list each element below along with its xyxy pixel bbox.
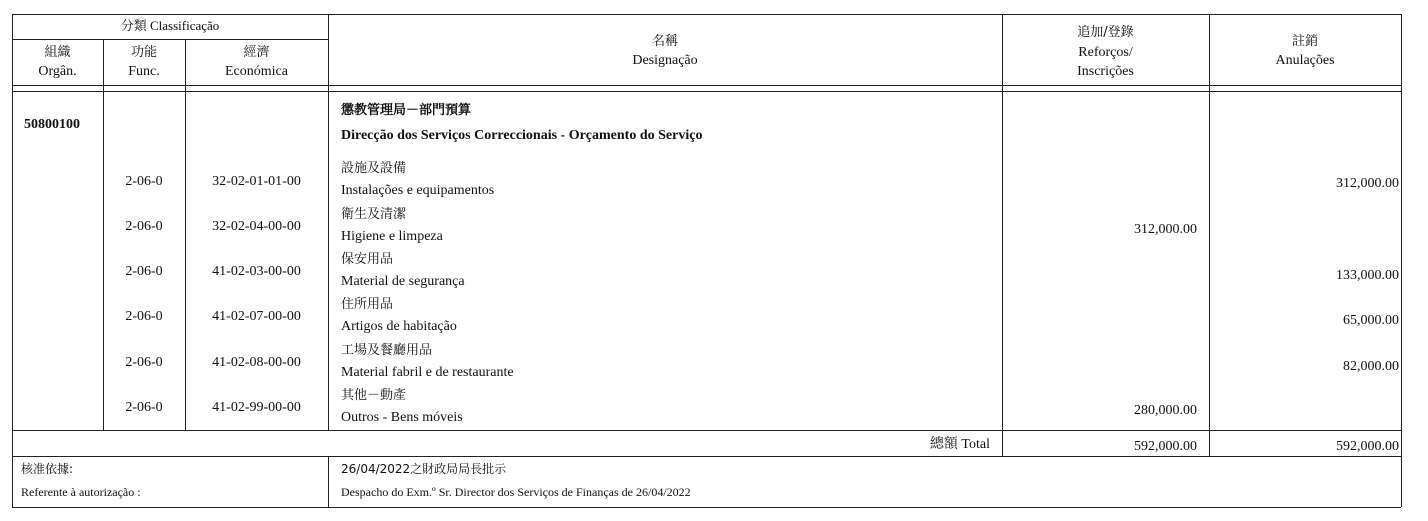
classification-designation-divider (328, 14, 329, 430)
cancel-header-pt: Anulações (1275, 53, 1335, 68)
total-cancel: 592,000.00 (1336, 439, 1399, 454)
func-code: 2-06-0 (125, 264, 163, 279)
item-name-zh: 衛生及清潔 (341, 207, 407, 222)
item-name-zh: 工場及餐廳用品 (341, 343, 433, 358)
cancel-header-zh: 註銷 (1291, 34, 1318, 49)
reinforce-header-pt2: Inscrições (1077, 64, 1134, 79)
reinforce-cancel-divider (1209, 14, 1210, 456)
cancel-amount: 82,000.00 (1343, 359, 1399, 374)
right-border (1401, 14, 1402, 507)
total-reinforce: 592,000.00 (1134, 439, 1197, 454)
header-bottom-border (12, 85, 1401, 86)
authorization-text-zh: 26/04/2022之財政局局長批示 (341, 462, 507, 476)
item-name-zh: 設施及設備 (341, 161, 407, 176)
item-name-pt: Artigos de habitação (341, 319, 457, 334)
econ-header-pt: Económica (225, 64, 288, 79)
econ-code: 41-02-07-00-00 (212, 309, 301, 324)
econ-header-zh: 經濟 (243, 45, 270, 60)
func-code: 2-06-0 (125, 400, 163, 415)
item-name-zh: 住所用品 (341, 297, 394, 312)
organ-name-pt: Direcção dos Serviços Correccionais - Orçamento do Serviço (341, 128, 703, 143)
item-name-pt: Instalações e equipamentos (341, 183, 495, 198)
cancel-amount: 133,000.00 (1336, 268, 1399, 283)
auth-divider (328, 456, 329, 507)
econ-code: 41-02-03-00-00 (212, 264, 301, 279)
econ-code: 41-02-99-00-00 (212, 400, 301, 415)
item-name-zh: 保安用品 (341, 252, 394, 267)
body-bottom-border (12, 430, 1401, 431)
item-name-pt: Material fabril e de restaurante (341, 365, 514, 380)
econ-code: 32-02-01-01-00 (212, 174, 301, 189)
organ-header-pt: Orgân. (38, 64, 77, 79)
authorization-label-zh: 核准依據: (21, 462, 74, 476)
organ-code: 50800100 (24, 117, 80, 132)
func-code: 2-06-0 (125, 355, 163, 370)
func-header-pt: Func. (128, 64, 160, 79)
organ-name-zh: 懲教管理局－部門預算 (341, 103, 472, 118)
item-name-pt: Higiene e limpeza (341, 229, 443, 244)
left-border (12, 14, 13, 507)
item-name-zh: 其他－動產 (341, 388, 407, 403)
func-header-zh: 功能 (130, 45, 157, 60)
total-label: 總額 Total (929, 437, 990, 452)
body-top-rule (12, 91, 1401, 92)
top-border (12, 14, 1401, 15)
classification-header: 分類 Classificação (120, 18, 220, 33)
designation-header-pt: Designação (632, 53, 698, 68)
func-code: 2-06-0 (125, 219, 163, 234)
authorization-label-pt: Referente à autorização : (21, 485, 141, 499)
header-inner-divider (12, 39, 328, 40)
reinforce-amount: 280,000.00 (1134, 403, 1197, 418)
cancel-amount: 65,000.00 (1343, 313, 1399, 328)
func-code: 2-06-0 (125, 309, 163, 324)
bottom-border (12, 507, 1401, 508)
designation-header-zh: 名稱 (651, 34, 678, 49)
total-bottom-border (12, 456, 1401, 457)
organ-header-zh: 組織 (44, 45, 71, 60)
reinforce-header-pt1: Reforços/ (1078, 45, 1133, 60)
authorization-text-pt: Despacho do Exm.º Sr. Director dos Serviços de Finanças de 26/04/2022 (341, 485, 691, 499)
item-name-pt: Material de segurança (341, 274, 465, 289)
reinforce-amount: 312,000.00 (1134, 222, 1197, 237)
cancel-amount: 312,000.00 (1336, 176, 1399, 191)
econ-code: 32-02-04-00-00 (212, 219, 301, 234)
econ-code: 41-02-08-00-00 (212, 355, 301, 370)
func-code: 2-06-0 (125, 174, 163, 189)
item-name-pt: Outros - Bens móveis (341, 410, 463, 425)
reinforce-header-zh: 追加/登錄 (1077, 25, 1134, 40)
